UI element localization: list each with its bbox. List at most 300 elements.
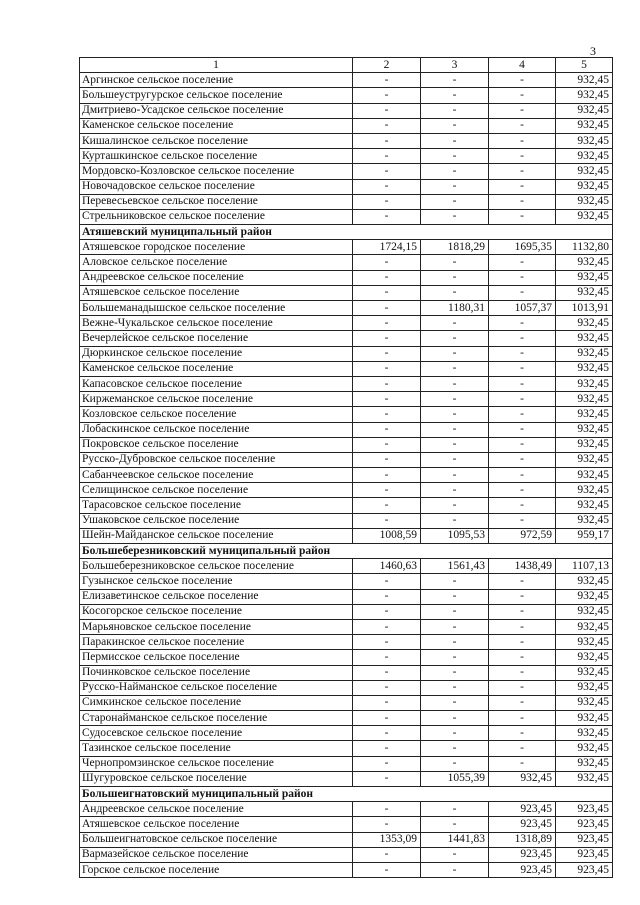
- value-cell-c2: -: [353, 498, 421, 513]
- value-cell-c4: -: [489, 635, 556, 650]
- tariff-table: [79, 57, 613, 878]
- value-cell-c3: 1095,53: [421, 528, 489, 543]
- value-cell-c4: -: [489, 756, 556, 771]
- value-cell-c4: 923,45: [489, 802, 556, 817]
- value-cell-c2: -: [353, 513, 421, 528]
- value-cell-c2: 1353,09: [353, 832, 421, 847]
- value-cell-c2: -: [353, 103, 421, 118]
- table-row: [80, 559, 613, 574]
- value-cell-c4: 1057,37: [489, 301, 556, 316]
- value-cell-c5: 932,45: [556, 726, 613, 741]
- value-cell-c4: -: [489, 376, 556, 391]
- table-row: [80, 711, 613, 726]
- table-row: [80, 407, 613, 422]
- value-cell-c3: -: [421, 361, 489, 376]
- table-row: [80, 179, 613, 194]
- value-cell-c2: -: [353, 695, 421, 710]
- value-cell-c5: 932,45: [556, 361, 613, 376]
- value-cell-c2: -: [353, 346, 421, 361]
- value-cell-c2: -: [353, 285, 421, 300]
- value-cell-c4: -: [489, 619, 556, 634]
- settlement-name-cell: Атяшевское сельское поселение: [80, 817, 353, 832]
- value-cell-c5: 932,45: [556, 209, 613, 224]
- value-cell-c4: -: [489, 452, 556, 467]
- table-header-row: [80, 58, 613, 73]
- table-row: [80, 589, 613, 604]
- value-cell-c2: -: [353, 574, 421, 589]
- settlement-name-cell: Перевесьевское сельское поселение: [80, 194, 353, 209]
- value-cell-c2: -: [353, 392, 421, 407]
- settlement-name-cell: Киржеманское сельское поселение: [80, 392, 353, 407]
- value-cell-c4: 972,59: [489, 528, 556, 543]
- settlement-name-cell: Тарасовское сельское поселение: [80, 498, 353, 513]
- value-cell-c4: 923,45: [489, 862, 556, 877]
- value-cell-c5: 932,45: [556, 665, 613, 680]
- value-cell-c5: 932,45: [556, 452, 613, 467]
- value-cell-c2: -: [353, 164, 421, 179]
- value-cell-c5: 932,45: [556, 346, 613, 361]
- settlement-name-cell: Селищинское сельское поселение: [80, 483, 353, 498]
- header-cell-4: 4: [489, 58, 556, 73]
- value-cell-c2: -: [353, 255, 421, 270]
- value-cell-c2: -: [353, 680, 421, 695]
- value-cell-c5: 932,45: [556, 771, 613, 786]
- value-cell-c5: 932,45: [556, 650, 613, 665]
- table-row: [80, 376, 613, 391]
- value-cell-c5: 932,45: [556, 422, 613, 437]
- table-row: [80, 164, 613, 179]
- settlement-name-cell: Козловское сельское поселение: [80, 407, 353, 422]
- value-cell-c5: 932,45: [556, 285, 613, 300]
- value-cell-c3: -: [421, 513, 489, 528]
- settlement-name-cell: Курташкинское сельское поселение: [80, 149, 353, 164]
- table-row: [80, 862, 613, 877]
- value-cell-c2: -: [353, 376, 421, 391]
- value-cell-c4: -: [489, 711, 556, 726]
- value-cell-c2: -: [353, 847, 421, 862]
- table-row: [80, 88, 613, 103]
- value-cell-c3: -: [421, 665, 489, 680]
- table-row: [80, 331, 613, 346]
- value-cell-c5: 932,45: [556, 741, 613, 756]
- value-cell-c3: -: [421, 695, 489, 710]
- settlement-name-cell: Каменское сельское поселение: [80, 361, 353, 376]
- value-cell-c4: -: [489, 422, 556, 437]
- value-cell-c5: 923,45: [556, 802, 613, 817]
- value-cell-c3: -: [421, 331, 489, 346]
- settlement-name-cell: Дюркинское сельское поселение: [80, 346, 353, 361]
- value-cell-c2: -: [353, 619, 421, 634]
- value-cell-c3: -: [421, 88, 489, 103]
- table-body: [80, 58, 613, 878]
- value-cell-c2: -: [353, 301, 421, 316]
- value-cell-c3: -: [421, 346, 489, 361]
- value-cell-c3: -: [421, 711, 489, 726]
- value-cell-c2: -: [353, 650, 421, 665]
- value-cell-c2: -: [353, 483, 421, 498]
- value-cell-c5: 932,45: [556, 73, 613, 88]
- value-cell-c3: -: [421, 680, 489, 695]
- value-cell-c5: 932,45: [556, 179, 613, 194]
- value-cell-c5: 932,45: [556, 619, 613, 634]
- value-cell-c5: 923,45: [556, 817, 613, 832]
- section-row: [80, 544, 613, 559]
- value-cell-c2: -: [353, 817, 421, 832]
- value-cell-c3: -: [421, 650, 489, 665]
- value-cell-c2: -: [353, 452, 421, 467]
- settlement-name-cell: Горское сельское поселение: [80, 862, 353, 877]
- value-cell-c5: 932,45: [556, 118, 613, 133]
- value-cell-c2: -: [353, 73, 421, 88]
- value-cell-c3: -: [421, 817, 489, 832]
- settlement-name-cell: Русско-Дубровское сельское поселение: [80, 452, 353, 467]
- settlement-name-cell: Вармазейское сельское поселение: [80, 847, 353, 862]
- value-cell-c5: 923,45: [556, 862, 613, 877]
- value-cell-c2: -: [353, 407, 421, 422]
- value-cell-c5: 932,45: [556, 194, 613, 209]
- table-row: [80, 604, 613, 619]
- value-cell-c3: -: [421, 407, 489, 422]
- table-row: [80, 483, 613, 498]
- table-row: [80, 149, 613, 164]
- value-cell-c4: -: [489, 574, 556, 589]
- table-row: [80, 574, 613, 589]
- value-cell-c3: 1561,43: [421, 559, 489, 574]
- table-row: [80, 513, 613, 528]
- settlement-name-cell: Гузынское сельское поселение: [80, 574, 353, 589]
- settlement-name-cell: Елизаветинское сельское поселение: [80, 589, 353, 604]
- value-cell-c4: -: [489, 194, 556, 209]
- settlement-name-cell: Дмитриево-Усадское сельское поселение: [80, 103, 353, 118]
- settlement-name-cell: Мордовско-Козловское сельское поселение: [80, 164, 353, 179]
- value-cell-c5: 1107,13: [556, 559, 613, 574]
- value-cell-c4: 923,45: [489, 847, 556, 862]
- settlement-name-cell: Большеустругурское сельское поселение: [80, 88, 353, 103]
- settlement-name-cell: Покровское сельское поселение: [80, 437, 353, 452]
- value-cell-c4: -: [489, 149, 556, 164]
- settlement-name-cell: Аргинское сельское поселение: [80, 73, 353, 88]
- value-cell-c5: 932,45: [556, 103, 613, 118]
- settlement-name-cell: Большеигнатовское сельское поселение: [80, 832, 353, 847]
- value-cell-c5: 932,45: [556, 711, 613, 726]
- value-cell-c3: 1180,31: [421, 301, 489, 316]
- value-cell-c3: -: [421, 73, 489, 88]
- value-cell-c4: -: [489, 255, 556, 270]
- value-cell-c5: 932,45: [556, 437, 613, 452]
- settlement-name-cell: Чернопромзинское сельское поселение: [80, 756, 353, 771]
- value-cell-c2: -: [353, 118, 421, 133]
- value-cell-c3: -: [421, 741, 489, 756]
- value-cell-c3: -: [421, 285, 489, 300]
- table-row: [80, 665, 613, 680]
- table-row: [80, 832, 613, 847]
- value-cell-c4: 1438,49: [489, 559, 556, 574]
- settlement-name-cell: Шугуровское сельское поселение: [80, 771, 353, 786]
- table-row: [80, 695, 613, 710]
- table-row: [80, 528, 613, 543]
- value-cell-c2: -: [353, 741, 421, 756]
- table-row: [80, 468, 613, 483]
- value-cell-c5: 932,45: [556, 604, 613, 619]
- value-cell-c3: -: [421, 437, 489, 452]
- value-cell-c2: -: [353, 88, 421, 103]
- value-cell-c3: -: [421, 164, 489, 179]
- value-cell-c2: -: [353, 209, 421, 224]
- settlement-name-cell: Вежне-Чукальское сельское поселение: [80, 316, 353, 331]
- value-cell-c4: -: [489, 665, 556, 680]
- value-cell-c4: -: [489, 316, 556, 331]
- table-row: [80, 802, 613, 817]
- header-cell-5: 5: [556, 58, 613, 73]
- value-cell-c4: -: [489, 589, 556, 604]
- value-cell-c2: -: [353, 468, 421, 483]
- settlement-name-cell: Капасовское сельское поселение: [80, 376, 353, 391]
- section-row: [80, 787, 613, 802]
- table-row: [80, 194, 613, 209]
- value-cell-c5: 932,45: [556, 376, 613, 391]
- value-cell-c4: -: [489, 726, 556, 741]
- value-cell-c4: -: [489, 680, 556, 695]
- value-cell-c4: -: [489, 483, 556, 498]
- value-cell-c3: -: [421, 847, 489, 862]
- value-cell-c4: -: [489, 498, 556, 513]
- header-cell-1: 1: [80, 58, 353, 73]
- value-cell-c5: 923,45: [556, 832, 613, 847]
- value-cell-c5: 932,45: [556, 680, 613, 695]
- settlement-name-cell: Новочадовское сельское поселение: [80, 179, 353, 194]
- table-row: [80, 346, 613, 361]
- value-cell-c2: -: [353, 133, 421, 148]
- value-cell-c3: -: [421, 209, 489, 224]
- value-cell-c2: -: [353, 711, 421, 726]
- value-cell-c3: 1055,39: [421, 771, 489, 786]
- value-cell-c3: -: [421, 468, 489, 483]
- table-row: [80, 270, 613, 285]
- value-cell-c5: 959,17: [556, 528, 613, 543]
- value-cell-c2: -: [353, 361, 421, 376]
- value-cell-c4: -: [489, 103, 556, 118]
- settlement-name-cell: Марьяновское сельское поселение: [80, 619, 353, 634]
- value-cell-c3: -: [421, 133, 489, 148]
- value-cell-c5: 932,45: [556, 392, 613, 407]
- table-row: [80, 635, 613, 650]
- value-cell-c5: 932,45: [556, 164, 613, 179]
- table-row: [80, 103, 613, 118]
- value-cell-c3: -: [421, 376, 489, 391]
- table-row: [80, 392, 613, 407]
- value-cell-c2: -: [353, 149, 421, 164]
- settlement-name-cell: Атяшевское сельское поселение: [80, 285, 353, 300]
- value-cell-c2: -: [353, 665, 421, 680]
- settlement-name-cell: Кишалинское сельское поселение: [80, 133, 353, 148]
- value-cell-c5: 932,45: [556, 574, 613, 589]
- settlement-name-cell: Вечерлейское сельское поселение: [80, 331, 353, 346]
- table-row: [80, 452, 613, 467]
- value-cell-c5: 932,45: [556, 331, 613, 346]
- settlement-name-cell: Шейн-Майданское сельское поселение: [80, 528, 353, 543]
- section-title: Большеигнатовский муниципальный район: [80, 787, 613, 802]
- value-cell-c3: -: [421, 589, 489, 604]
- value-cell-c2: -: [353, 604, 421, 619]
- value-cell-c4: -: [489, 604, 556, 619]
- table-row: [80, 361, 613, 376]
- table-row: [80, 133, 613, 148]
- table-row: [80, 437, 613, 452]
- settlement-name-cell: Судосевское сельское поселение: [80, 726, 353, 741]
- table-row: [80, 255, 613, 270]
- value-cell-c5: 932,45: [556, 133, 613, 148]
- value-cell-c3: -: [421, 802, 489, 817]
- value-cell-c5: 932,45: [556, 756, 613, 771]
- value-cell-c2: -: [353, 589, 421, 604]
- table-row: [80, 316, 613, 331]
- table-row: [80, 422, 613, 437]
- settlement-name-cell: Андреевское сельское поселение: [80, 802, 353, 817]
- settlement-name-cell: Старонайманское сельское поселение: [80, 711, 353, 726]
- value-cell-c4: -: [489, 407, 556, 422]
- value-cell-c2: 1724,15: [353, 240, 421, 255]
- value-cell-c5: 932,45: [556, 468, 613, 483]
- table-row: [80, 847, 613, 862]
- value-cell-c4: -: [489, 695, 556, 710]
- value-cell-c2: -: [353, 437, 421, 452]
- value-cell-c3: -: [421, 756, 489, 771]
- value-cell-c5: 932,45: [556, 483, 613, 498]
- value-cell-c3: -: [421, 316, 489, 331]
- value-cell-c5: 923,45: [556, 847, 613, 862]
- value-cell-c3: 1441,83: [421, 832, 489, 847]
- table-row: [80, 726, 613, 741]
- value-cell-c2: -: [353, 179, 421, 194]
- value-cell-c3: -: [421, 179, 489, 194]
- value-cell-c5: 1013,91: [556, 301, 613, 316]
- value-cell-c2: -: [353, 194, 421, 209]
- header-cell-2: 2: [353, 58, 421, 73]
- value-cell-c4: -: [489, 164, 556, 179]
- value-cell-c4: 1318,89: [489, 832, 556, 847]
- value-cell-c5: 932,45: [556, 149, 613, 164]
- value-cell-c4: 1695,35: [489, 240, 556, 255]
- settlement-name-cell: Атяшевское городское поселение: [80, 240, 353, 255]
- value-cell-c3: -: [421, 270, 489, 285]
- value-cell-c5: 932,45: [556, 316, 613, 331]
- settlement-name-cell: Лобаскинское сельское поселение: [80, 422, 353, 437]
- settlement-name-cell: Ушаковское сельское поселение: [80, 513, 353, 528]
- value-cell-c5: 932,45: [556, 513, 613, 528]
- value-cell-c3: 1818,29: [421, 240, 489, 255]
- value-cell-c4: -: [489, 285, 556, 300]
- settlement-name-cell: Тазинское сельское поселение: [80, 741, 353, 756]
- value-cell-c4: -: [489, 331, 556, 346]
- value-cell-c5: 932,45: [556, 635, 613, 650]
- table-row: [80, 240, 613, 255]
- value-cell-c4: -: [489, 270, 556, 285]
- value-cell-c5: 932,45: [556, 255, 613, 270]
- settlement-name-cell: Русско-Найманское сельское поселение: [80, 680, 353, 695]
- value-cell-c2: -: [353, 802, 421, 817]
- value-cell-c4: -: [489, 468, 556, 483]
- value-cell-c2: -: [353, 771, 421, 786]
- table-row: [80, 73, 613, 88]
- value-cell-c2: 1460,63: [353, 559, 421, 574]
- value-cell-c4: -: [489, 392, 556, 407]
- settlement-name-cell: Паракинское сельское поселение: [80, 635, 353, 650]
- table-row: [80, 285, 613, 300]
- value-cell-c5: 932,45: [556, 589, 613, 604]
- value-cell-c3: -: [421, 862, 489, 877]
- settlement-name-cell: Пермисское сельское поселение: [80, 650, 353, 665]
- value-cell-c5: 932,45: [556, 498, 613, 513]
- value-cell-c2: -: [353, 635, 421, 650]
- settlement-name-cell: Сабанчеевское сельское поселение: [80, 468, 353, 483]
- table-row: [80, 680, 613, 695]
- value-cell-c3: -: [421, 726, 489, 741]
- value-cell-c4: -: [489, 209, 556, 224]
- value-cell-c5: 932,45: [556, 695, 613, 710]
- value-cell-c2: -: [353, 270, 421, 285]
- value-cell-c2: 1008,59: [353, 528, 421, 543]
- value-cell-c4: -: [489, 179, 556, 194]
- settlement-name-cell: Симкинское сельское поселение: [80, 695, 353, 710]
- value-cell-c3: -: [421, 255, 489, 270]
- value-cell-c4: -: [489, 650, 556, 665]
- settlement-name-cell: Большеберезниковское сельское поселение: [80, 559, 353, 574]
- value-cell-c5: 932,45: [556, 270, 613, 285]
- value-cell-c4: -: [489, 118, 556, 133]
- value-cell-c4: -: [489, 133, 556, 148]
- section-row: [80, 225, 613, 240]
- table-row: [80, 756, 613, 771]
- value-cell-c2: -: [353, 422, 421, 437]
- settlement-name-cell: Аловское сельское поселение: [80, 255, 353, 270]
- value-cell-c2: -: [353, 331, 421, 346]
- value-cell-c2: -: [353, 756, 421, 771]
- header-cell-3: 3: [421, 58, 489, 73]
- value-cell-c3: -: [421, 392, 489, 407]
- value-cell-c4: -: [489, 513, 556, 528]
- settlement-name-cell: Починковское сельское поселение: [80, 665, 353, 680]
- table-row: [80, 301, 613, 316]
- value-cell-c4: 932,45: [489, 771, 556, 786]
- value-cell-c4: -: [489, 437, 556, 452]
- settlement-name-cell: Андреевское сельское поселение: [80, 270, 353, 285]
- table-row: [80, 817, 613, 832]
- table-row: [80, 619, 613, 634]
- settlement-name-cell: Стрельниковское сельское поселение: [80, 209, 353, 224]
- settlement-name-cell: Большеманадышское сельское поселение: [80, 301, 353, 316]
- value-cell-c5: 1132,80: [556, 240, 613, 255]
- settlement-name-cell: Косогорское сельское поселение: [80, 604, 353, 619]
- section-title: Атяшевский муниципальный район: [80, 225, 613, 240]
- value-cell-c2: -: [353, 316, 421, 331]
- value-cell-c5: 932,45: [556, 407, 613, 422]
- value-cell-c4: 923,45: [489, 817, 556, 832]
- table-row: [80, 771, 613, 786]
- value-cell-c3: -: [421, 574, 489, 589]
- page-number: 3: [590, 44, 596, 58]
- value-cell-c3: -: [421, 422, 489, 437]
- settlement-name-cell: Каменское сельское поселение: [80, 118, 353, 133]
- table-row: [80, 209, 613, 224]
- value-cell-c3: -: [421, 452, 489, 467]
- value-cell-c4: -: [489, 346, 556, 361]
- value-cell-c4: -: [489, 88, 556, 103]
- value-cell-c2: -: [353, 726, 421, 741]
- value-cell-c2: -: [353, 862, 421, 877]
- value-cell-c4: -: [489, 741, 556, 756]
- value-cell-c3: -: [421, 483, 489, 498]
- value-cell-c5: 932,45: [556, 88, 613, 103]
